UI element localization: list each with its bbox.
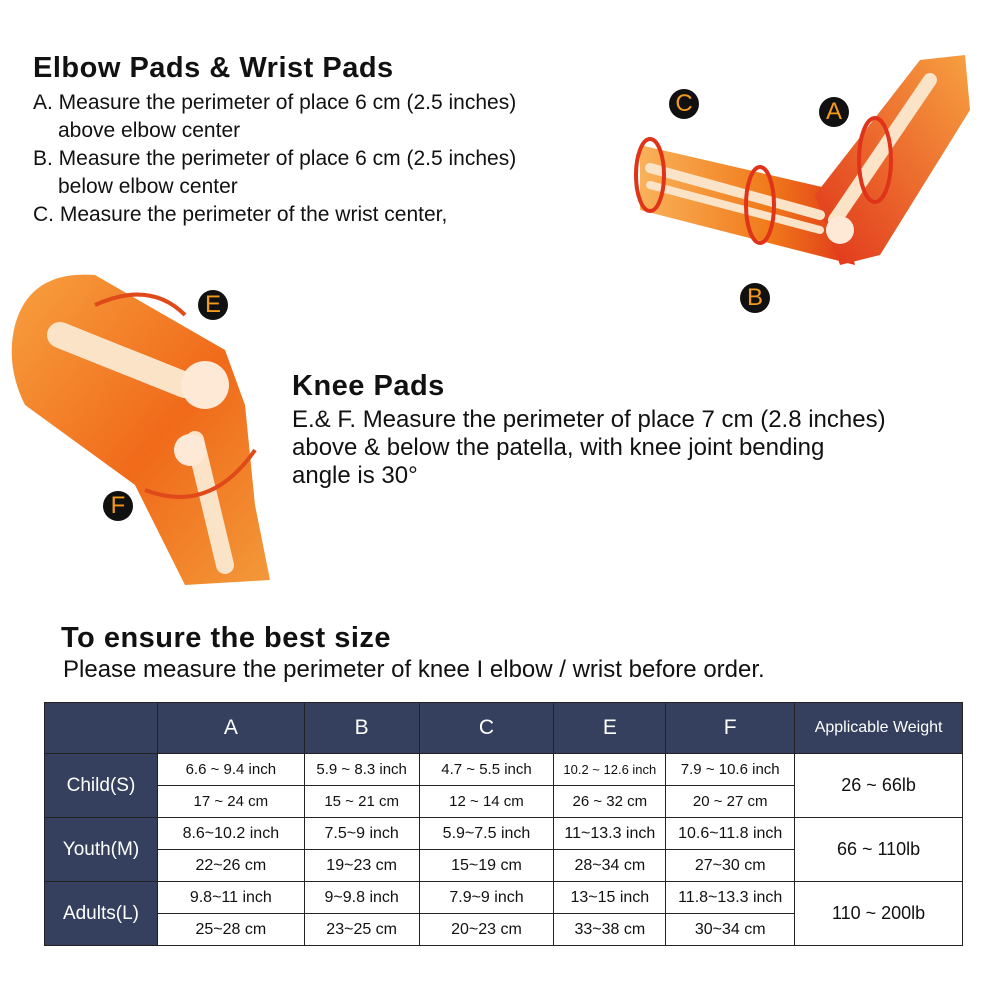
row-label: Child(S): [45, 754, 158, 818]
column-header: F: [666, 703, 795, 754]
column-header: A: [157, 703, 304, 754]
table-cell: 27~30 cm: [666, 850, 795, 882]
marker-a: A: [819, 97, 849, 127]
knee-title: Knee Pads: [292, 370, 445, 402]
knee-instruction-2: above & below the patella, with knee joint bending: [292, 434, 825, 461]
table-cell: 10.2 ~ 12.6 inch: [554, 754, 666, 786]
table-cell: 13~15 inch: [554, 882, 666, 914]
table-cell: 26 ~ 32 cm: [554, 786, 666, 818]
table-cell: 23~25 cm: [304, 914, 419, 946]
table-cell: 28~34 cm: [554, 850, 666, 882]
table-cell: 7.9 ~ 10.6 inch: [666, 754, 795, 786]
table-cell: 30~34 cm: [666, 914, 795, 946]
elbow-title: Elbow Pads & Wrist Pads: [33, 52, 394, 84]
column-header-weight: Applicable Weight: [795, 703, 963, 754]
column-header: C: [419, 703, 554, 754]
table-cell: 12 ~ 14 cm: [419, 786, 554, 818]
column-header: E: [554, 703, 666, 754]
knee-illustration: [0, 265, 290, 590]
weight-cell: 66 ~ 110lb: [795, 818, 963, 882]
size-subtitle: Please measure the perimeter of knee I elbow / wrist before order.: [63, 656, 765, 683]
table-cell: 33~38 cm: [554, 914, 666, 946]
table-cell: 7.5~9 inch: [304, 818, 419, 850]
marker-b: B: [740, 283, 770, 313]
table-cell: 20~23 cm: [419, 914, 554, 946]
table-header-row: [45, 703, 963, 754]
table-cell: 5.9 ~ 8.3 inch: [304, 754, 419, 786]
marker-e: E: [198, 290, 228, 320]
elbow-instruction-a: A. Measure the perimeter of place 6 cm (2.5 inches): [33, 91, 517, 114]
table-cell: 9.8~11 inch: [157, 882, 304, 914]
table-cell: 15 ~ 21 cm: [304, 786, 419, 818]
table-cell: 8.6~10.2 inch: [157, 818, 304, 850]
table-cell: 6.6 ~ 9.4 inch: [157, 754, 304, 786]
row-label: Youth(M): [45, 818, 158, 882]
knee-instruction-1: E.& F. Measure the perimeter of place 7 cm (2.8 inches): [292, 406, 886, 433]
table-cell: 7.9~9 inch: [419, 882, 554, 914]
table-corner: [45, 703, 158, 754]
marker-f: F: [103, 491, 133, 521]
table-row: [45, 882, 963, 914]
table-cell: 25~28 cm: [157, 914, 304, 946]
knee-instruction-3: angle is 30°: [292, 462, 418, 489]
table-cell: 4.7 ~ 5.5 inch: [419, 754, 554, 786]
size-title: To ensure the best size: [61, 622, 392, 654]
elbow-instruction-b: B. Measure the perimeter of place 6 cm (2.5 inches): [33, 147, 517, 170]
table-cell: 20 ~ 27 cm: [666, 786, 795, 818]
table-cell: 5.9~7.5 inch: [419, 818, 554, 850]
table-cell: 10.6~11.8 inch: [666, 818, 795, 850]
elbow-instruction-c: C. Measure the perimeter of the wrist center,: [33, 203, 448, 226]
table-row: [45, 818, 963, 850]
size-table: [44, 702, 963, 946]
weight-cell: 26 ~ 66lb: [795, 754, 963, 818]
table-row: [45, 754, 963, 786]
marker-c: C: [669, 89, 699, 119]
table-cell: 11~13.3 inch: [554, 818, 666, 850]
table-cell: 19~23 cm: [304, 850, 419, 882]
column-header: B: [304, 703, 419, 754]
elbow-instruction-b-cont: below elbow center: [58, 175, 238, 198]
table-cell: 15~19 cm: [419, 850, 554, 882]
table-cell: 22~26 cm: [157, 850, 304, 882]
table-cell: 11.8~13.3 inch: [666, 882, 795, 914]
weight-cell: 110 ~ 200lb: [795, 882, 963, 946]
row-label: Adults(L): [45, 882, 158, 946]
table-cell: 9~9.8 inch: [304, 882, 419, 914]
table-cell: 17 ~ 24 cm: [157, 786, 304, 818]
arm-illustration: [620, 40, 980, 280]
elbow-instruction-a-cont: above elbow center: [58, 119, 241, 142]
